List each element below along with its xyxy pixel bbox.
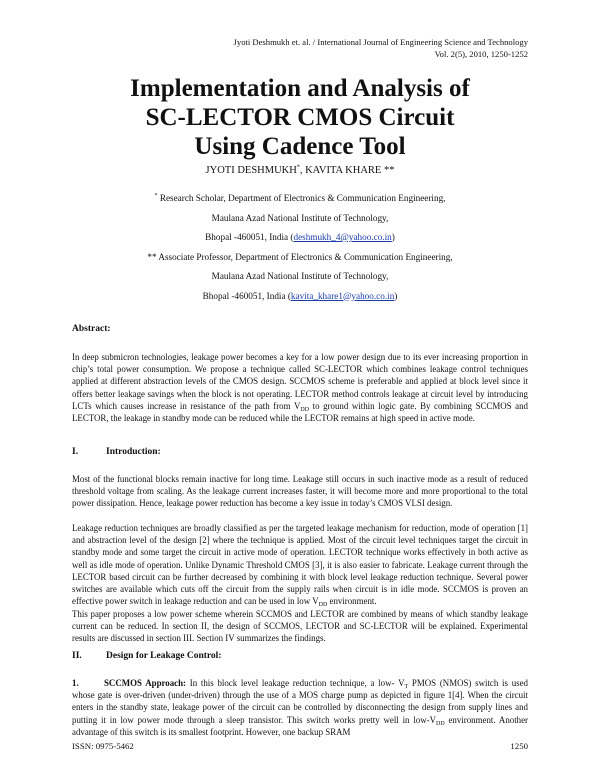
author-line: [0, 165, 600, 176]
intro-paragraph-1: Most of the functional blocks remain inactive for long time. Leakage still occurs in such inactive mode as a result of reduced threshold voltage from scaling. As the leakage current increases faster, it will become more and more proportional to the total power dissipation. Hence, leakage power reduction has become a key issue in today’s CMOS VLSI design.: [72, 474, 528, 509]
email-link-2[interactable]: kavita_khare1@yahoo.co.in: [290, 290, 395, 301]
section-1-heading: [72, 447, 161, 457]
affiliation-1-line-2: Maulana Azad National Institute of Technology,: [211, 212, 389, 223]
volume-line: Vol. 2(5), 2010, 1250-1252: [434, 49, 528, 59]
affiliation-1-line-3: Bhopal -460051, India (deshmukh_4@yahoo.co.in): [205, 232, 395, 242]
paper-title: [0, 74, 600, 161]
affiliation-1-line-1: * Research Scholar, Department of Electronics & Communication Engineering,: [154, 192, 446, 203]
intro-paragraph-2: Leakage reduction techniques are broadly classified as per the targeted leakage mechanism for reduction, mode of operation [1] and abstraction level of the design [2] where the technique is applied. Most of the circuit level techniques target the circuit in standby mode and some target the circuit in active mode of operation. LECTOR technique works effectively in both active as well as idle mode of operation. Unlike Dynamic Threshold CMOS [3], it is also easier to fabricate. Leakage current through the LECTOR based circuit can be further decreased by combining it with block level leakage reduction technique. Several power switches are available which cuts off the circuit from the supply rails when circuit is in idle mode. SCCMOS is proven an effective power switch in leakage reduction and can be used in low $V_{DD}$ environment.: [72, 523, 528, 609]
section-2-heading: [72, 651, 222, 661]
title-line-3: Using Cadence Tool: [194, 133, 406, 160]
affiliation-2-line-2: Maulana Azad National Institute of Technology,: [211, 271, 389, 281]
section-1-title: Introduction:: [106, 447, 161, 457]
section-1-number: I.: [72, 447, 79, 457]
title-line-1: Implementation and Analysis of: [130, 75, 470, 102]
author-1: JYOTI DESHMUKH: [205, 165, 297, 176]
issn-footer: ISSN: 0975-5462: [72, 741, 134, 751]
affiliation-1-mark: *: [154, 192, 158, 199]
journal-line: Jyoti Deshmukh et. al. / International Journal of Engineering Science and Technology: [233, 37, 528, 47]
section-2-number: II.: [72, 651, 82, 661]
intro-paragraph-3: This paper proposes a low power scheme wherein SCCMOS and LECTOR are combined by means of which standby leakage current can be reduced. In section II, the design of SCCMOS, LECTOR and SC-LECTOR will be explained. Experimental results are discussed in section III. Section IV summarizes the findings.: [72, 609, 528, 644]
author-separator: ,: [299, 165, 306, 176]
affiliation-2-mark: **: [147, 251, 157, 262]
author-2: KAVITA KHARE **: [305, 165, 395, 176]
title-line-2: SC-LECTOR CMOS Circuit: [145, 104, 455, 131]
item-title: SCCMOS Approach:: [104, 678, 186, 688]
author-1-mark: *: [296, 164, 300, 171]
page-number: 1250: [510, 741, 528, 751]
affiliations: [0, 189, 600, 306]
sccmos-paragraph: 1. SCCMOS Approach: In this block level leakage reduction technique, a low- $V_T$ PMOS (NMOS) switch is used whose gate is over-driven (under-driven) through the use of a MOS charge pump as depicted in figure 1[4]. When the circuit enters in the standby state, leakage power of the circuit can be controlled by disconnecting the design from supply lines and putting it in low power mode through a sleep transistor. This switch works pretty well in low-$V_{DD}$ environment. Another advantage of this switch is its smallest footprint. However, one backup SRAM: [72, 678, 528, 737]
affiliation-2-line-3: Bhopal -460051, India (kavita_khare1@yahoo.co.in): [202, 290, 398, 301]
affiliation-2-line-1: ** Associate Professor, Department of Electronics & Communication Engineering,: [147, 251, 453, 262]
section-2-title: Design for Leakage Control:: [106, 651, 222, 661]
abstract-heading: Abstract:: [72, 324, 111, 334]
email-link-1[interactable]: deshmukh_4@yahoo.co.in: [293, 232, 392, 242]
abstract-text: In deep submicron technologies, leakage power becomes a key for a low power design due to its ever increasing proportion in chip’s total power consumption. We propose a technique called SC-LECTOR which combines leakage control techniques applied at different abstraction levels of the CMOS design. SCCMOS scheme is preferable and applied at block level since it offers better leakage savings when the block is not operating. LECTOR method controls leakage at circuit level by introducing LCTs which causes increase in resistance of the path from $V_{DD}$ to ground within logic gate. By combining SCCMOS and LECTOR, the leakage in standby mode can be reduced while the LECTOR remains at high speed in active mode.: [72, 352, 528, 424]
item-number: 1.: [72, 678, 79, 688]
running-header: [234, 36, 528, 60]
